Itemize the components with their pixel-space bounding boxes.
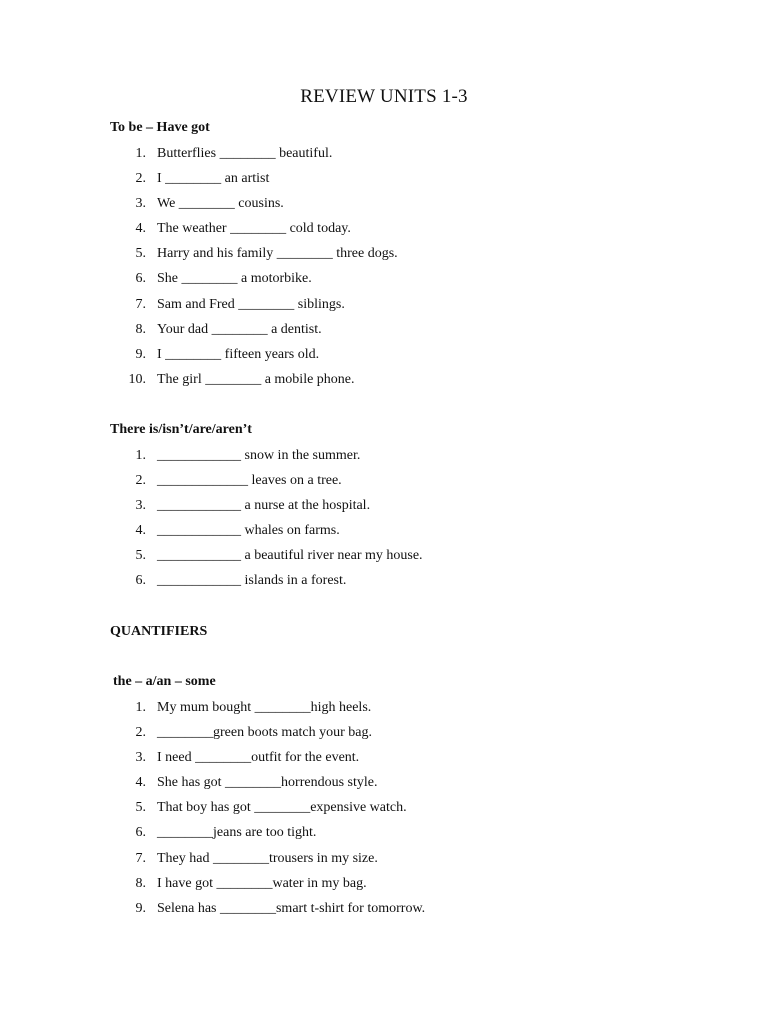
item-text: _____________ leaves on a tree. — [157, 473, 342, 488]
item-text: We ________ cousins. — [157, 196, 284, 211]
item-text: ____________ a nurse at the hospital. — [157, 498, 371, 513]
section-heading-to-be-have-got: To be – Have got — [110, 120, 210, 135]
item-text: Harry and his family ________ three dogs. — [157, 246, 398, 261]
item-number: 7. — [135, 851, 146, 866]
item-number: 9. — [135, 347, 146, 362]
item-text: I need ________outfit for the event. — [157, 750, 360, 765]
item-number: 4. — [135, 221, 146, 236]
item-text: Your dad ________ a dentist. — [157, 322, 322, 337]
item-number: 8. — [135, 322, 146, 337]
item-number: 1. — [135, 448, 146, 463]
item-text: My mum bought ________high heels. — [157, 700, 372, 715]
page-title: REVIEW UNITS 1-3 — [300, 86, 468, 107]
item-number: 1. — [135, 700, 146, 715]
item-text: ________green boots match your bag. — [157, 725, 373, 740]
subheading-articles: the – a/an – some — [113, 674, 216, 689]
item-text: I ________ fifteen years old. — [157, 347, 320, 362]
item-text: Butterflies ________ beautiful. — [157, 146, 333, 161]
item-number: 3. — [135, 196, 146, 211]
item-number: 4. — [135, 523, 146, 538]
section-heading-quantifiers: QUANTIFIERS — [110, 624, 208, 639]
item-number: 3. — [135, 750, 146, 765]
item-text: They had ________trousers in my size. — [157, 851, 378, 866]
item-number: 5. — [135, 246, 146, 261]
item-number: 10. — [128, 372, 146, 387]
item-number: 8. — [135, 876, 146, 891]
item-number: 5. — [135, 548, 146, 563]
item-number: 6. — [135, 825, 146, 840]
item-text: I ________ an artist — [157, 171, 270, 186]
item-text: I have got ________water in my bag. — [157, 876, 367, 891]
item-number: 2. — [135, 725, 146, 740]
item-number: 6. — [135, 573, 146, 588]
item-text: Sam and Fred ________ siblings. — [157, 297, 345, 312]
item-text: She has got ________horrendous style. — [157, 775, 378, 790]
item-text: That boy has got ________expensive watch. — [157, 800, 407, 815]
section-heading-there-is-are: There is/isn’t/are/aren’t — [110, 422, 252, 437]
item-text: ____________ islands in a forest. — [157, 573, 347, 588]
item-text: Selena has ________smart t-shirt for tomorrow. — [157, 901, 426, 916]
item-number: 1. — [135, 146, 146, 161]
item-text: ____________ a beautiful river near my house. — [157, 548, 423, 563]
item-text: She ________ a motorbike. — [157, 271, 312, 286]
item-number: 5. — [135, 800, 146, 815]
item-number: 2. — [135, 171, 146, 186]
item-number: 9. — [135, 901, 146, 916]
item-text: ____________ snow in the summer. — [157, 448, 361, 463]
item-text: ________jeans are too tight. — [157, 825, 317, 840]
item-text: The girl ________ a mobile phone. — [157, 372, 355, 387]
item-text: The weather ________ cold today. — [157, 221, 351, 236]
item-number: 2. — [135, 473, 146, 488]
item-text: ____________ whales on farms. — [157, 523, 340, 538]
item-number: 3. — [135, 498, 146, 513]
item-number: 4. — [135, 775, 146, 790]
item-number: 6. — [135, 271, 146, 286]
item-number: 7. — [135, 297, 146, 312]
